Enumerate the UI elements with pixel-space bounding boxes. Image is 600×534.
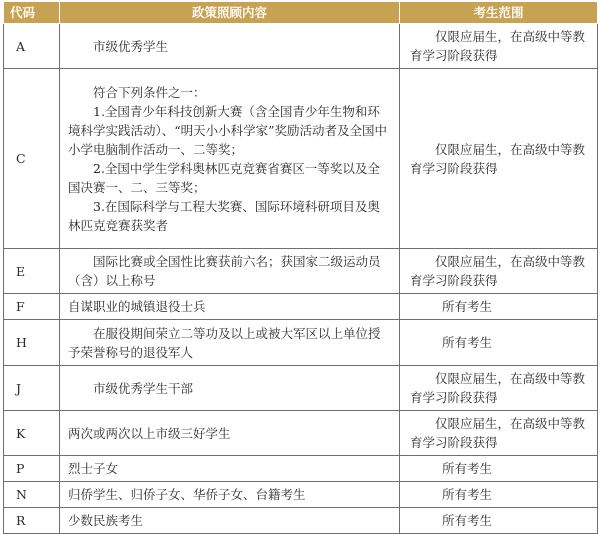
scope-text: 所有考生 (442, 299, 493, 314)
table-row (4, 320, 598, 366)
row-scope (400, 411, 598, 456)
row-policy (60, 24, 400, 69)
row-policy (60, 320, 400, 366)
header-code: 代码 (4, 2, 60, 24)
policy-text: 两次或两次以上市级三好学生 (68, 425, 231, 441)
row-scope (400, 294, 598, 320)
scope-text: 仅限应届生，在高级中等教育学习阶段获得 (410, 416, 586, 450)
row-code: H (4, 320, 60, 366)
row-code: A (4, 24, 60, 69)
row-code: K (4, 411, 60, 456)
row-policy (60, 508, 400, 534)
row-scope (400, 69, 598, 249)
row-code: F (4, 294, 60, 320)
policy-text: 自谋职业的城镇退役士兵 (68, 299, 206, 314)
table-row (4, 294, 598, 320)
scope-text: 所有考生 (442, 461, 493, 476)
row-scope (400, 24, 598, 69)
scope-text: 仅限应届生，在高级中等教育学习阶段获得 (410, 371, 586, 405)
table-row (4, 366, 598, 411)
table-row (4, 508, 598, 534)
table-row (4, 411, 598, 456)
policy-text: 市级优秀学生干部 (93, 380, 194, 396)
row-code: N (4, 482, 60, 508)
policy-text: 市级优秀学生 (93, 38, 169, 54)
table-row (4, 482, 598, 508)
table-row (4, 69, 598, 249)
row-policy (60, 482, 400, 508)
scope-text: 所有考生 (442, 513, 493, 528)
row-code: J (4, 366, 60, 411)
header-scope: 考生范围 (400, 2, 598, 24)
scope-text: 仅限应届生，在高级中等教育学习阶段获得 (410, 141, 586, 176)
policy-condition-3: 3.在国际科学与工程大奖赛、国际环境科研项目及奥林匹克竞赛获奖者 (68, 198, 380, 233)
policy-condition-2: 2.全国中学生学科奥林匹克竞赛省赛区一等奖以及全国决赛一、二、三等奖； (68, 160, 380, 195)
table-header-row (4, 2, 598, 24)
table-row (4, 456, 598, 482)
policy-text: 在服役期间荣立二等功及以上或被大军区以上单位授予荣誉称号的退役军人 (68, 325, 381, 360)
row-policy (60, 411, 400, 456)
policy-text: 烈士子女 (68, 461, 119, 476)
policy-table (3, 2, 598, 534)
row-code: C (4, 69, 60, 249)
row-code: E (4, 249, 60, 294)
row-policy (60, 456, 400, 482)
row-code: P (4, 456, 60, 482)
row-code: R (4, 508, 60, 534)
policy-text: 归侨学生、归侨子女、华侨子女、台籍考生 (68, 487, 306, 502)
scope-text: 仅限应届生，在高级中等教育学习阶段获得 (410, 254, 586, 288)
row-scope (400, 456, 598, 482)
policy-condition-1: 1.全国青少年科技创新大赛（含全国青少年生物和环境科学实践活动）、“明天小小科学家”奖励活动者及全国中小学电脑制作活动一、二等奖； (68, 103, 388, 157)
scope-text: 所有考生 (442, 487, 493, 502)
header-policy: 政策照顾内容 (60, 2, 400, 24)
policy-text: 少数民族考生 (68, 513, 144, 528)
table-row (4, 24, 598, 69)
table-row (4, 249, 598, 294)
row-policy (60, 294, 400, 320)
row-policy (60, 366, 400, 411)
policy-text: 符合下列条件之一： (93, 84, 206, 100)
row-scope (400, 482, 598, 508)
row-scope (400, 508, 598, 534)
policy-text: 国际比赛或全国性比赛获前六名；获国家二级运动员（含）以上称号 (68, 254, 381, 288)
row-scope (400, 249, 598, 294)
row-policy (60, 69, 400, 249)
scope-text: 仅限应届生，在高级中等教育学习阶段获得 (410, 29, 586, 63)
row-scope (400, 320, 598, 366)
row-policy (60, 249, 400, 294)
row-scope (400, 366, 598, 411)
scope-text: 所有考生 (442, 335, 493, 350)
